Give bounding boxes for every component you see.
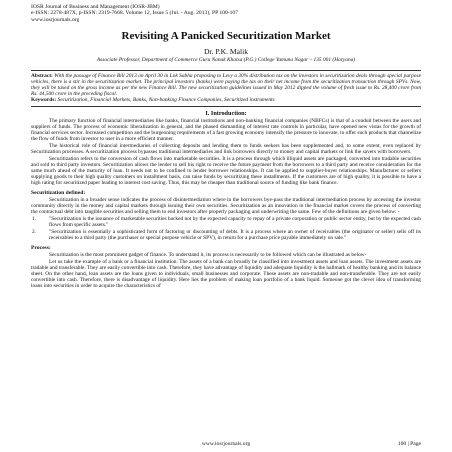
- intro-paragraph: The primary function of financial intermediaries like banks, financial institutions and non-banking financial companies (NBFCs) is that of a conduit between the users and suppliers of funds. The process of economic liberalization in general, and the phased dismantling of interest rate controls in particular, have opened new vistas for the growth of financial services sector. Increased competition and the burgeoning requirements of a fast growing economy intensify the pressure to innovate, to offer such products that channelize the flow of funds from investor to user in a more efficient manner.: [31, 117, 421, 142]
- keywords: [31, 97, 421, 103]
- subsection-title-defined: Securitization defined:: [31, 190, 86, 197]
- defined-paragraph: Securitization in a broader sense indicates the process of disintermediation where in the borrowers bye-pass the traditional intermediation process by accessing the investor community directly in the money and capital markets through issuing their own securities. Securitization as an innovation in the financial market covers the process of converting the contractual debt into tangible securities and selling them to end investors after properly packaging and underwriting the same. Few of the definitions are given below: -: [31, 197, 421, 216]
- journal-issn: e-ISSN: 2278-487X, p-ISSN: 2319-7668. Volume 12, Issue 5 (Jul. - Aug. 2013), PP 100-107: [31, 10, 239, 17]
- divider-bottom: [31, 106, 421, 107]
- list-item: [31, 229, 421, 241]
- abstract-label: Abstract:: [31, 72, 53, 79]
- intro-paragraph: The historical role of financial intermediaries of collecting deposits and lending them to funds seekers has been supplemented and, to some extent, even replaced by Securitization processes. A securitization process bypasses traditional intermediaries and link borrowers directly to money and capital markets or link the savers with borrowers.: [31, 142, 421, 155]
- section-title-introduction: I. Introduction:: [205, 109, 247, 117]
- journal-name: IOSR Journal of Business and Management (IOSR-JBM): [31, 4, 160, 10]
- abstract-text: With the passage of Finance Bill 2013 on April 30 in Lok Sabha proposing to Levy a 30% distribution tax on the investors in securitization deals through special purpose vehicles, there is a stir in the securitization market. The principal investors (banks) were paying the tax on their net income from the securitization transaction through SPVs. Now, they will be taxed on the gross income as per the new Finance Bill. The new securitization guidelines issued in May 2012 dipped the volume of fresh issue to Rs. 28,400 crore from Rs. 44,500 crore in the preceding fiscal.: [31, 72, 421, 97]
- subsection-title-process: Process:: [31, 244, 51, 251]
- paper-title: Revisiting A Panicked Securitization Market: [121, 30, 331, 43]
- author-name: Dr. P.K. Malik: [203, 47, 249, 57]
- footer-url[interactable]: www.iosrjournals.org: [201, 441, 251, 447]
- journal-header: [31, 4, 421, 23]
- definitions-list: [31, 216, 421, 240]
- list-text: "Securitization is essentially a sophisticated form of factoring or discounting of debts. It is a process where an owner of receivables (the originator or seller) sells off its receivables to a third party (the purchaser or special purpose vehicle or SPV), in return for a purchase price payable immediately on sale.": [49, 228, 421, 241]
- list-number: 2.: [32, 228, 37, 235]
- list-item: [31, 216, 421, 228]
- process-paragraph: Securitization is the most prominent gadget of finance. To understand it, its process is necessarily to be followed which can be illustrated as below-: [49, 251, 367, 258]
- journal-website[interactable]: www.iosrjournals.org: [31, 16, 80, 23]
- intro-paragraph: Securitization refers to the conversion of cash flows into marketable securities. It is a process through which illiquid assets are packaged, converted into tradable securities and sold to third party investors. Securitization allows the lender to sell his right to receive the future payment from the borrowers to a third party and receive consideration for the same much ahead of the maturity of loan. It needs not to be confined to lender borrower relationships. It can be applied to supplier-buyer relationships. Manufacturer or sellers supplying goods to their high quality customers on installment basis, can raise funds by securitizing these installments. If the customers are of high quality, it is possible to have a high rating for securitized paper leading to interest cost saving. Thus, this may be cheaper than traditional source of funding like bank finance.: [31, 156, 421, 187]
- divider-top: [31, 70, 421, 71]
- process-paragraph: Let us take the example of a bank or a financial institution. The assets of a bank can broadly be classified into investment assets and loan assets. The investment assets are tradable and transferable. They are easily convertible into cash. Therefore, they have advantage of liquidity and adequate liquidity is the hallmark of healthy banking and its balance sheet. On the other hand, loan assets are the loans given to individuals, small businesses and corporate. These assets are non-tradable and non-transferable. They are not easily convertible into cash. Therefore, there is disadvantage of liquidity. Here lies the problem of making loan portfolio of a bank liquid. Someone got the clever idea of transforming loans into securities in order to acquire the characteristics of: [31, 258, 421, 289]
- list-text: "Securitization is the issuance of marketable securities backed not by the expected capacity to repay of a private corporation or public sector entity, but by the expected cash flows from specific assets.": [49, 216, 421, 229]
- author-affiliation: Associate Professor, Department of Commerce Guru Nanak Khalsa (P.G.) College Yamuna Nagar – 135 001 (Haryana): [96, 57, 356, 64]
- list-number: 1.: [32, 216, 37, 223]
- keywords-label: Keywords:: [31, 96, 57, 103]
- page-number: 100 | Page: [397, 441, 421, 447]
- abstract: [31, 73, 421, 97]
- page-footer: [31, 441, 421, 447]
- keywords-text: Securitization, Financial Markets, Banks, Non-banking Finance Companies, Securitized instruments: [57, 96, 275, 103]
